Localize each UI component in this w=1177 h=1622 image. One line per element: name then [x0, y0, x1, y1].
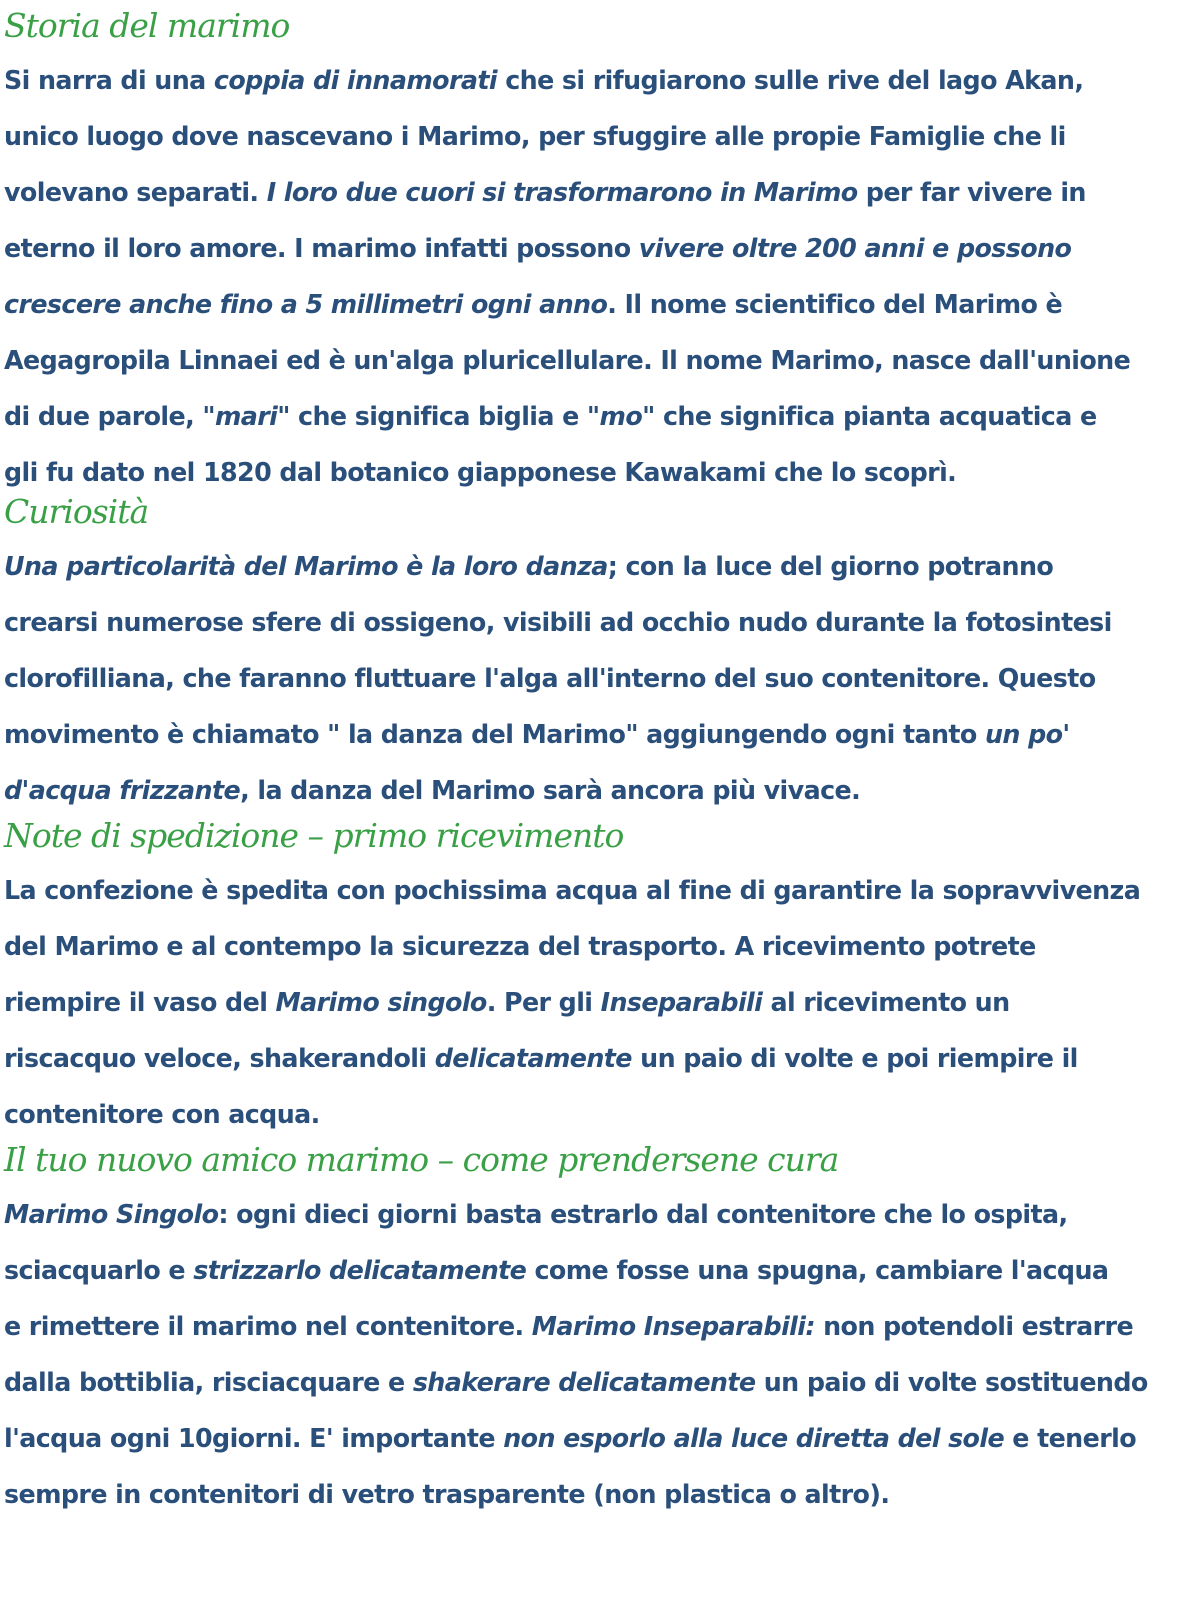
text-run: La confezione è spedita con pochissima acqua al fine di garantire la sopravvivenza: [4, 875, 1141, 905]
text-run: crearsi numerose sfere di ossigeno, visibili ad occhio nudo durante la fotosintesi: [4, 607, 1112, 637]
text-run: sempre in contenitori di vetro trasparente (non plastica o altro).: [4, 1479, 890, 1509]
text-run: al ricevimento un: [762, 987, 1010, 1017]
italic-text: Marimo singolo: [275, 987, 487, 1017]
text-line: [4, 220, 1174, 276]
text-run: unico luogo dove nascevano i Marimo, per sfuggire alle propie Famiglie che li: [4, 121, 1066, 151]
text-run: contenitore con acqua.: [4, 1099, 320, 1129]
text-run: l'acqua ogni 10giorni. E' importante: [4, 1423, 504, 1453]
text-run: . Il nome scientifico del Marimo è: [607, 289, 1063, 319]
section-body: [4, 1186, 1174, 1522]
section-title: Note di spedizione – primo ricevimento: [4, 816, 624, 855]
text-run: gli fu dato nel 1820 dal botanico giapponese Kawakami che lo scoprì.: [4, 457, 957, 487]
section-title: Curiosità: [4, 492, 149, 531]
italic-text: d'acqua frizzante: [4, 775, 241, 805]
text-run: che si rifugiarono sulle rive del lago Akan,: [497, 65, 1084, 95]
text-line: [4, 1298, 1174, 1354]
text-line: [4, 1030, 1174, 1086]
text-run: riempire il vaso del: [4, 987, 276, 1017]
text-line: [4, 332, 1174, 388]
text-run: riscacquo veloce, shakerandoli: [4, 1043, 435, 1073]
text-run: un paio di volte e poi riempire il: [631, 1043, 1078, 1073]
text-line: [4, 650, 1174, 706]
text-run: ; con la luce del giorno potranno: [607, 551, 1054, 581]
text-line: [4, 1410, 1174, 1466]
text-run: come fosse una spugna, cambiare l'acqua: [526, 1255, 1109, 1285]
text-line: [4, 164, 1174, 220]
italic-text: Marimo Singolo: [4, 1199, 219, 1229]
section-cura: [4, 1134, 1174, 1522]
text-run: un paio di volte sostituendo: [755, 1367, 1148, 1397]
text-run: Aegagropila Linnaei ed è un'alga pluricellulare. Il nome Marimo, nasce dall'unione: [4, 345, 1131, 375]
text-run: : ogni dieci giorni basta estrarlo dal contenitore che lo ospita,: [218, 1199, 1068, 1229]
italic-text: shakerare delicatamente: [412, 1367, 756, 1397]
text-line: [4, 1354, 1174, 1410]
italic-text: mari: [214, 401, 278, 431]
text-run: " che significa biglia e ": [277, 401, 600, 431]
section-body: [4, 862, 1174, 1142]
text-run: non potendoli estrarre: [814, 1311, 1134, 1341]
italic-text: strizzarlo delicatamente: [193, 1255, 527, 1285]
text-line: [4, 974, 1174, 1030]
section-title: Storia del marimo: [4, 6, 290, 45]
text-run: , la danza del Marimo sarà ancora più vivace.: [240, 775, 861, 805]
italic-text: vivere oltre 200 anni e possono: [638, 233, 1072, 263]
italic-text: mo: [599, 401, 643, 431]
text-line: [4, 108, 1174, 164]
text-run: . Per gli: [486, 987, 601, 1017]
section-body: [4, 52, 1174, 500]
text-run: dalla bottiblia, risciacquare e: [4, 1367, 413, 1397]
text-line: [4, 538, 1174, 594]
text-run: del Marimo e al contempo la sicurezza del trasporto. A ricevimento potrete: [4, 931, 1036, 961]
italic-text: un po': [984, 719, 1070, 749]
text-run: e tenerlo: [1004, 1423, 1137, 1453]
text-run: " che significa pianta acquatica e: [642, 401, 1097, 431]
text-line: [4, 862, 1174, 918]
text-line: [4, 918, 1174, 974]
text-run: eterno il loro amore. I marimo infatti possono: [4, 233, 639, 263]
section-title: Il tuo nuovo amico marimo – come prendersene cura: [4, 1140, 839, 1179]
italic-text: coppia di innamorati: [213, 65, 497, 95]
italic-text: I loro due cuori si trasformarono in Marimo: [266, 177, 858, 207]
text-run: Si narra di una: [4, 65, 214, 95]
text-run: movimento è chiamato " la danza del Marimo" aggiungendo ogni tanto: [4, 719, 985, 749]
text-line: [4, 706, 1174, 762]
text-line: [4, 1186, 1174, 1242]
section-curiosita: [4, 486, 1174, 818]
text-run: volevano separati.: [4, 177, 267, 207]
text-run: sciacquarlo e: [4, 1255, 194, 1285]
text-line: [4, 1242, 1174, 1298]
italic-text: non esporlo alla luce diretta del sole: [503, 1423, 1005, 1453]
text-line: [4, 52, 1174, 108]
text-run: e rimettere il marimo nel contenitore.: [4, 1311, 532, 1341]
italic-text: Inseparabili: [600, 987, 763, 1017]
text-run: per far vivere in: [857, 177, 1086, 207]
text-run: di due parole, ": [4, 401, 215, 431]
italic-text: crescere anche fino a 5 millimetri ogni anno: [4, 289, 608, 319]
section-storia: [4, 0, 1174, 500]
italic-text: Una particolarità del Marimo è la loro danza: [4, 551, 608, 581]
text-line: [4, 276, 1174, 332]
text-line: [4, 388, 1174, 444]
section-spedizione: [4, 810, 1174, 1142]
text-run: clorofilliana, che faranno fluttuare l'alga all'interno del suo contenitore. Questo: [4, 663, 1096, 693]
text-line: [4, 1466, 1174, 1522]
italic-text: delicatamente: [434, 1043, 632, 1073]
text-line: [4, 594, 1174, 650]
section-body: [4, 538, 1174, 818]
italic-text: Marimo Inseparabili:: [531, 1311, 815, 1341]
